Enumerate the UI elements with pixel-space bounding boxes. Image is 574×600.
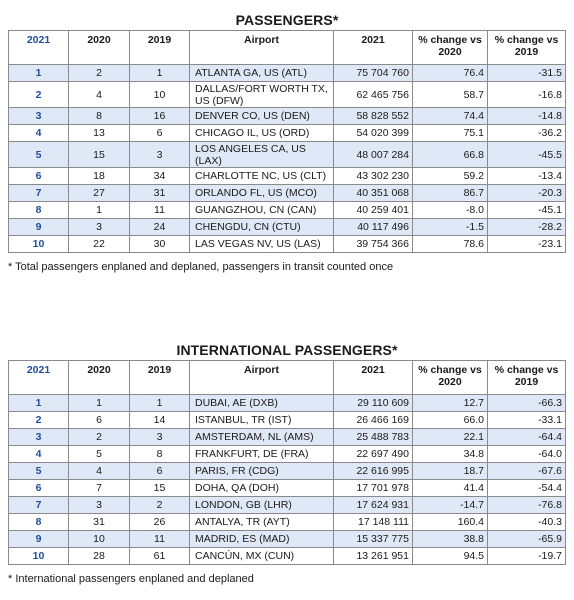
table-row — [9, 446, 566, 463]
col-header-change-2020: % change vs 2020 — [413, 361, 488, 395]
table-row — [9, 65, 566, 82]
col-header-rank-2021: 2021 — [9, 361, 69, 395]
rank-2019-cell: 11 — [130, 531, 190, 548]
rank-2020-cell: 2 — [69, 429, 130, 446]
airport-cell: DUBAI, AE (DXB) — [190, 395, 334, 412]
rank-2019-cell: 1 — [130, 65, 190, 82]
rank-2019-cell: 2 — [130, 497, 190, 514]
passengers-cell: 40 117 496 — [334, 219, 413, 236]
change-2019-cell: -76.8 — [488, 497, 566, 514]
rank-2019-cell: 16 — [130, 108, 190, 125]
passengers-cell: 17 624 931 — [334, 497, 413, 514]
table-row — [9, 480, 566, 497]
rank-2019-cell: 6 — [130, 463, 190, 480]
change-2020-cell: 34.8 — [413, 446, 488, 463]
change-2020-cell: 12.7 — [413, 395, 488, 412]
change-2020-cell: 66.0 — [413, 412, 488, 429]
rank-2020-cell: 2 — [69, 65, 130, 82]
change-2020-cell: 86.7 — [413, 185, 488, 202]
change-2019-cell: -20.3 — [488, 185, 566, 202]
table-row — [9, 548, 566, 565]
airport-cell: ORLANDO FL, US (MCO) — [190, 185, 334, 202]
international-table — [8, 360, 566, 565]
col-header-change-2019: % change vs 2019 — [488, 361, 566, 395]
rank-2021-cell: 7 — [9, 185, 69, 202]
airport-cell: DOHA, QA (DOH) — [190, 480, 334, 497]
change-2019-cell: -45.5 — [488, 142, 566, 168]
table-row — [9, 497, 566, 514]
table-row — [9, 429, 566, 446]
table-row — [9, 202, 566, 219]
rank-2021-cell: 1 — [9, 65, 69, 82]
change-2020-cell: -14.7 — [413, 497, 488, 514]
table-row — [9, 531, 566, 548]
col-header-change-2019: % change vs 2019 — [488, 31, 566, 65]
change-2019-cell: -40.3 — [488, 514, 566, 531]
change-2020-cell: 58.7 — [413, 82, 488, 108]
rank-2021-cell: 6 — [9, 168, 69, 185]
rank-2020-cell: 27 — [69, 185, 130, 202]
passengers-title: PASSENGERS* — [235, 12, 339, 28]
change-2020-cell: 38.8 — [413, 531, 488, 548]
rank-2020-cell: 4 — [69, 82, 130, 108]
rank-2021-cell: 5 — [9, 463, 69, 480]
rank-2021-cell: 2 — [9, 412, 69, 429]
rank-2019-cell: 26 — [130, 514, 190, 531]
international-table-body — [9, 395, 566, 565]
rank-2019-cell: 30 — [130, 236, 190, 253]
airport-cell: FRANKFURT, DE (FRA) — [190, 446, 334, 463]
passengers-cell: 75 704 760 — [334, 65, 413, 82]
airport-cell: GUANGZHOU, CN (CAN) — [190, 202, 334, 219]
rank-2020-cell: 1 — [69, 395, 130, 412]
passengers-cell: 48 007 284 — [334, 142, 413, 168]
airport-cell: AMSTERDAM, NL (AMS) — [190, 429, 334, 446]
change-2020-cell: 78.6 — [413, 236, 488, 253]
rank-2020-cell: 15 — [69, 142, 130, 168]
passengers-cell: 40 259 401 — [334, 202, 413, 219]
airport-cell: MADRID, ES (MAD) — [190, 531, 334, 548]
passengers-section — [0, 0, 574, 275]
airport-cell: LONDON, GB (LHR) — [190, 497, 334, 514]
change-2020-cell: 41.4 — [413, 480, 488, 497]
passengers-table — [8, 30, 566, 253]
passengers-cell: 17 148 111 — [334, 514, 413, 531]
change-2019-cell: -54.4 — [488, 480, 566, 497]
table-row — [9, 185, 566, 202]
change-2020-cell: 74.4 — [413, 108, 488, 125]
rank-2021-cell: 3 — [9, 429, 69, 446]
change-2020-cell: 160.4 — [413, 514, 488, 531]
passengers-cell: 26 466 169 — [334, 412, 413, 429]
col-header-passengers-2021: 2021 — [334, 31, 413, 65]
airport-cell: PARIS, FR (CDG) — [190, 463, 334, 480]
passengers-cell: 43 302 230 — [334, 168, 413, 185]
rank-2020-cell: 1 — [69, 202, 130, 219]
passengers-cell: 15 337 775 — [334, 531, 413, 548]
change-2020-cell: 75.1 — [413, 125, 488, 142]
rank-2020-cell: 3 — [69, 219, 130, 236]
rank-2019-cell: 34 — [130, 168, 190, 185]
passengers-cell: 29 110 609 — [334, 395, 413, 412]
rank-2019-cell: 3 — [130, 142, 190, 168]
rank-2020-cell: 4 — [69, 463, 130, 480]
table-row — [9, 142, 566, 168]
passengers-cell: 17 701 978 — [334, 480, 413, 497]
table-row — [9, 395, 566, 412]
change-2019-cell: -13.4 — [488, 168, 566, 185]
rank-2021-cell: 9 — [9, 531, 69, 548]
rank-2019-cell: 1 — [130, 395, 190, 412]
passengers-cell: 39 754 366 — [334, 236, 413, 253]
rank-2020-cell: 5 — [69, 446, 130, 463]
rank-2020-cell: 13 — [69, 125, 130, 142]
change-2019-cell: -19.7 — [488, 548, 566, 565]
table-row — [9, 219, 566, 236]
change-2019-cell: -16.8 — [488, 82, 566, 108]
change-2020-cell: 76.4 — [413, 65, 488, 82]
table-row — [9, 236, 566, 253]
rank-2019-cell: 10 — [130, 82, 190, 108]
rank-2021-cell: 10 — [9, 548, 69, 565]
table-row — [9, 108, 566, 125]
table-row — [9, 125, 566, 142]
change-2019-cell: -31.5 — [488, 65, 566, 82]
rank-2021-cell: 9 — [9, 219, 69, 236]
rank-2021-cell: 8 — [9, 514, 69, 531]
rank-2019-cell: 15 — [130, 480, 190, 497]
rank-2019-cell: 31 — [130, 185, 190, 202]
airport-cell: ISTANBUL, TR (IST) — [190, 412, 334, 429]
change-2019-cell: -64.4 — [488, 429, 566, 446]
airport-cell: ANTALYA, TR (AYT) — [190, 514, 334, 531]
col-header-rank-2019: 2019 — [130, 361, 190, 395]
change-2019-cell: -14.8 — [488, 108, 566, 125]
col-header-rank-2019: 2019 — [130, 31, 190, 65]
col-header-airport: Airport — [190, 31, 334, 65]
change-2020-cell: 22.1 — [413, 429, 488, 446]
rank-2021-cell: 4 — [9, 446, 69, 463]
change-2019-cell: -36.2 — [488, 125, 566, 142]
table-row — [9, 514, 566, 531]
passengers-cell: 40 351 068 — [334, 185, 413, 202]
airport-cell: CHENGDU, CN (CTU) — [190, 219, 334, 236]
rank-2019-cell: 24 — [130, 219, 190, 236]
passengers-cell: 22 697 490 — [334, 446, 413, 463]
table-row — [9, 168, 566, 185]
airport-cell: CHICAGO IL, US (ORD) — [190, 125, 334, 142]
rank-2021-cell: 8 — [9, 202, 69, 219]
change-2020-cell: -1.5 — [413, 219, 488, 236]
table-row — [9, 82, 566, 108]
rank-2019-cell: 3 — [130, 429, 190, 446]
table-row — [9, 412, 566, 429]
table-header-row — [9, 31, 566, 65]
international-footnote: * International passengers enplaned and deplaned — [8, 573, 254, 585]
passengers-table-body — [9, 65, 566, 253]
change-2019-cell: -23.1 — [488, 236, 566, 253]
rank-2020-cell: 31 — [69, 514, 130, 531]
rank-2020-cell: 18 — [69, 168, 130, 185]
airport-cell: CANCÚN, MX (CUN) — [190, 548, 334, 565]
col-header-rank-2020: 2020 — [69, 31, 130, 65]
passengers-cell: 62 465 756 — [334, 82, 413, 108]
rank-2019-cell: 11 — [130, 202, 190, 219]
airport-cell: ATLANTA GA, US (ATL) — [190, 65, 334, 82]
rank-2020-cell: 8 — [69, 108, 130, 125]
airport-cell: CHARLOTTE NC, US (CLT) — [190, 168, 334, 185]
passengers-cell: 25 488 783 — [334, 429, 413, 446]
rank-2021-cell: 4 — [9, 125, 69, 142]
airport-cell: LOS ANGELES CA, US (LAX) — [190, 142, 334, 168]
table-row — [9, 463, 566, 480]
change-2019-cell: -28.2 — [488, 219, 566, 236]
change-2019-cell: -67.6 — [488, 463, 566, 480]
international-title: INTERNATIONAL PASSENGERS* — [176, 342, 398, 358]
rank-2020-cell: 6 — [69, 412, 130, 429]
rank-2019-cell: 6 — [130, 125, 190, 142]
rank-2021-cell: 5 — [9, 142, 69, 168]
col-header-passengers-2021: 2021 — [334, 361, 413, 395]
change-2020-cell: 59.2 — [413, 168, 488, 185]
rank-2020-cell: 7 — [69, 480, 130, 497]
rank-2021-cell: 3 — [9, 108, 69, 125]
change-2020-cell: 66.8 — [413, 142, 488, 168]
change-2020-cell: 18.7 — [413, 463, 488, 480]
rank-2020-cell: 28 — [69, 548, 130, 565]
change-2019-cell: -65.9 — [488, 531, 566, 548]
rank-2019-cell: 61 — [130, 548, 190, 565]
rank-2020-cell: 22 — [69, 236, 130, 253]
change-2019-cell: -45.1 — [488, 202, 566, 219]
passengers-cell: 58 828 552 — [334, 108, 413, 125]
rank-2021-cell: 10 — [9, 236, 69, 253]
airport-cell: DENVER CO, US (DEN) — [190, 108, 334, 125]
col-header-rank-2020: 2020 — [69, 361, 130, 395]
col-header-rank-2021: 2021 — [9, 31, 69, 65]
rank-2020-cell: 3 — [69, 497, 130, 514]
rank-2020-cell: 10 — [69, 531, 130, 548]
rank-2019-cell: 8 — [130, 446, 190, 463]
col-header-change-2020: % change vs 2020 — [413, 31, 488, 65]
international-section — [0, 330, 574, 587]
airport-cell: LAS VEGAS NV, US (LAS) — [190, 236, 334, 253]
rank-2021-cell: 7 — [9, 497, 69, 514]
rank-2021-cell: 6 — [9, 480, 69, 497]
rank-2021-cell: 1 — [9, 395, 69, 412]
col-header-airport: Airport — [190, 361, 334, 395]
airport-cell: DALLAS/FORT WORTH TX, US (DFW) — [190, 82, 334, 108]
passengers-footnote: * Total passengers enplaned and deplaned, passengers in transit counted once — [8, 261, 394, 273]
change-2019-cell: -33.1 — [488, 412, 566, 429]
change-2019-cell: -66.3 — [488, 395, 566, 412]
passengers-cell: 22 616 995 — [334, 463, 413, 480]
passengers-cell: 13 261 951 — [334, 548, 413, 565]
passengers-cell: 54 020 399 — [334, 125, 413, 142]
change-2019-cell: -64.0 — [488, 446, 566, 463]
table-header-row — [9, 361, 566, 395]
rank-2019-cell: 14 — [130, 412, 190, 429]
rank-2021-cell: 2 — [9, 82, 69, 108]
change-2020-cell: -8.0 — [413, 202, 488, 219]
change-2020-cell: 94.5 — [413, 548, 488, 565]
